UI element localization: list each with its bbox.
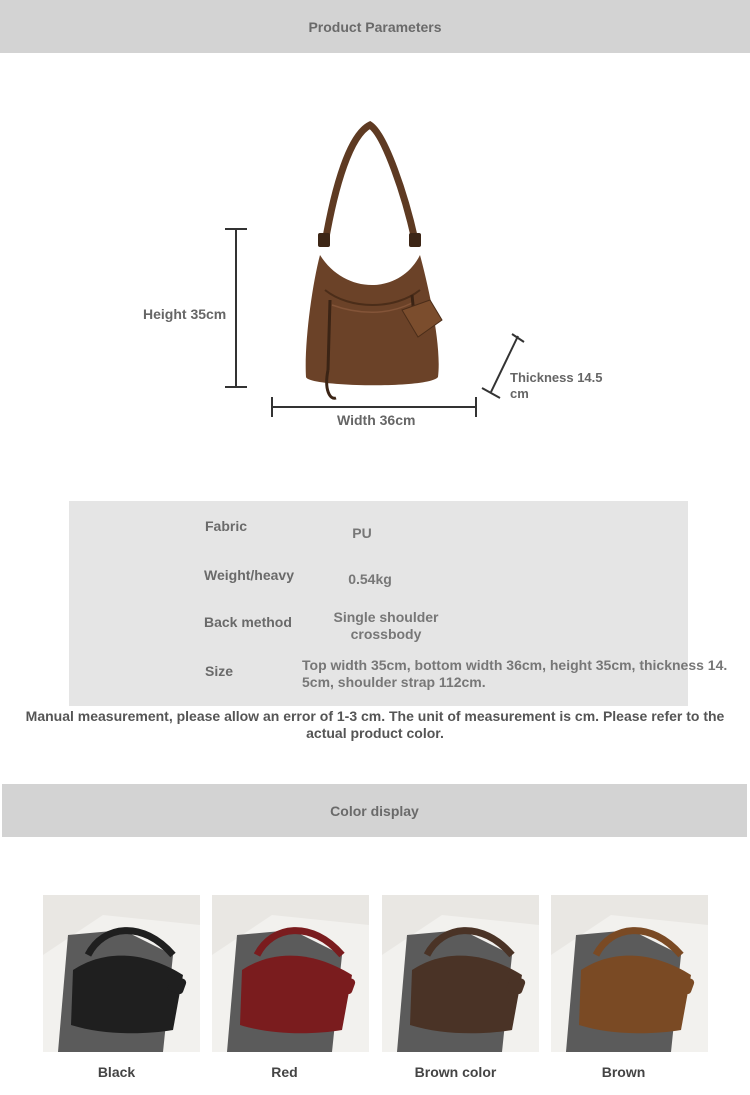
strap-buckle-left xyxy=(318,233,330,247)
bag-body-red xyxy=(240,956,352,1034)
bag-body-brown-color xyxy=(410,956,522,1034)
height-dimension-cap-bottom xyxy=(225,386,247,388)
param-value-back-method xyxy=(326,609,446,643)
thickness-label-line1: Thickness 14.5 xyxy=(510,370,603,385)
strap-buckle-right xyxy=(409,233,421,247)
param-value-size-line2: 5cm, shoulder strap 112cm. xyxy=(302,674,486,690)
thickness-label-line2: cm xyxy=(510,386,529,401)
color-swatch-red[interactable] xyxy=(212,895,369,1052)
color-swatch-brown-color[interactable] xyxy=(382,895,539,1052)
measurement-note-line2: actual product color. xyxy=(306,725,444,741)
param-value-size-line1: Top width 35cm, bottom width 36cm, height 35cm, thickness 14. xyxy=(302,657,728,673)
param-value-size xyxy=(302,657,747,691)
width-dimension-cap-left xyxy=(271,397,273,417)
width-dimension-line xyxy=(272,406,476,408)
param-value-back-method-line2: crossbody xyxy=(350,626,422,642)
bag-body-black xyxy=(71,956,183,1034)
product-parameters-header xyxy=(0,0,750,53)
param-value-fabric: PU xyxy=(352,525,372,541)
param-label-weight: Weight/heavy xyxy=(204,567,294,583)
measurement-note xyxy=(10,708,740,742)
width-label: Width 36cm xyxy=(337,412,416,428)
height-label: Height 35cm xyxy=(143,306,227,322)
bag-photo-brown-color xyxy=(382,895,539,1052)
color-caption-brown: Brown xyxy=(601,1064,646,1080)
product-parameters-title: Product Parameters xyxy=(308,18,442,35)
color-caption-brown-color: Brown color xyxy=(414,1064,497,1080)
color-caption-black: Black xyxy=(97,1064,136,1080)
param-label-back-method: Back method xyxy=(204,614,292,630)
measurement-note-line1: Manual measurement, please allow an error of 1-3 cm. The unit of measurement is cm. Please refer to the xyxy=(25,708,725,724)
param-label-size: Size xyxy=(205,663,234,679)
bag-photo-red xyxy=(212,895,369,1052)
bag-body-brown xyxy=(579,956,691,1034)
bag-strap xyxy=(325,125,415,243)
param-value-back-method-line1: Single shoulder xyxy=(333,609,439,625)
color-caption-red: Red xyxy=(271,1064,298,1080)
color-swatch-black[interactable] xyxy=(43,895,200,1052)
bag-photo-brown xyxy=(551,895,708,1052)
param-label-fabric: Fabric xyxy=(205,518,248,534)
height-dimension-line xyxy=(235,229,237,387)
param-value-weight: 0.54kg xyxy=(348,571,392,587)
thickness-label xyxy=(510,370,603,402)
color-swatch-brown[interactable] xyxy=(551,895,708,1052)
color-display-header xyxy=(2,784,747,837)
bag-photo-black xyxy=(43,895,200,1052)
color-display-title: Color display xyxy=(330,802,419,819)
width-dimension-cap-right xyxy=(475,397,477,417)
height-dimension-cap-top xyxy=(225,228,247,230)
